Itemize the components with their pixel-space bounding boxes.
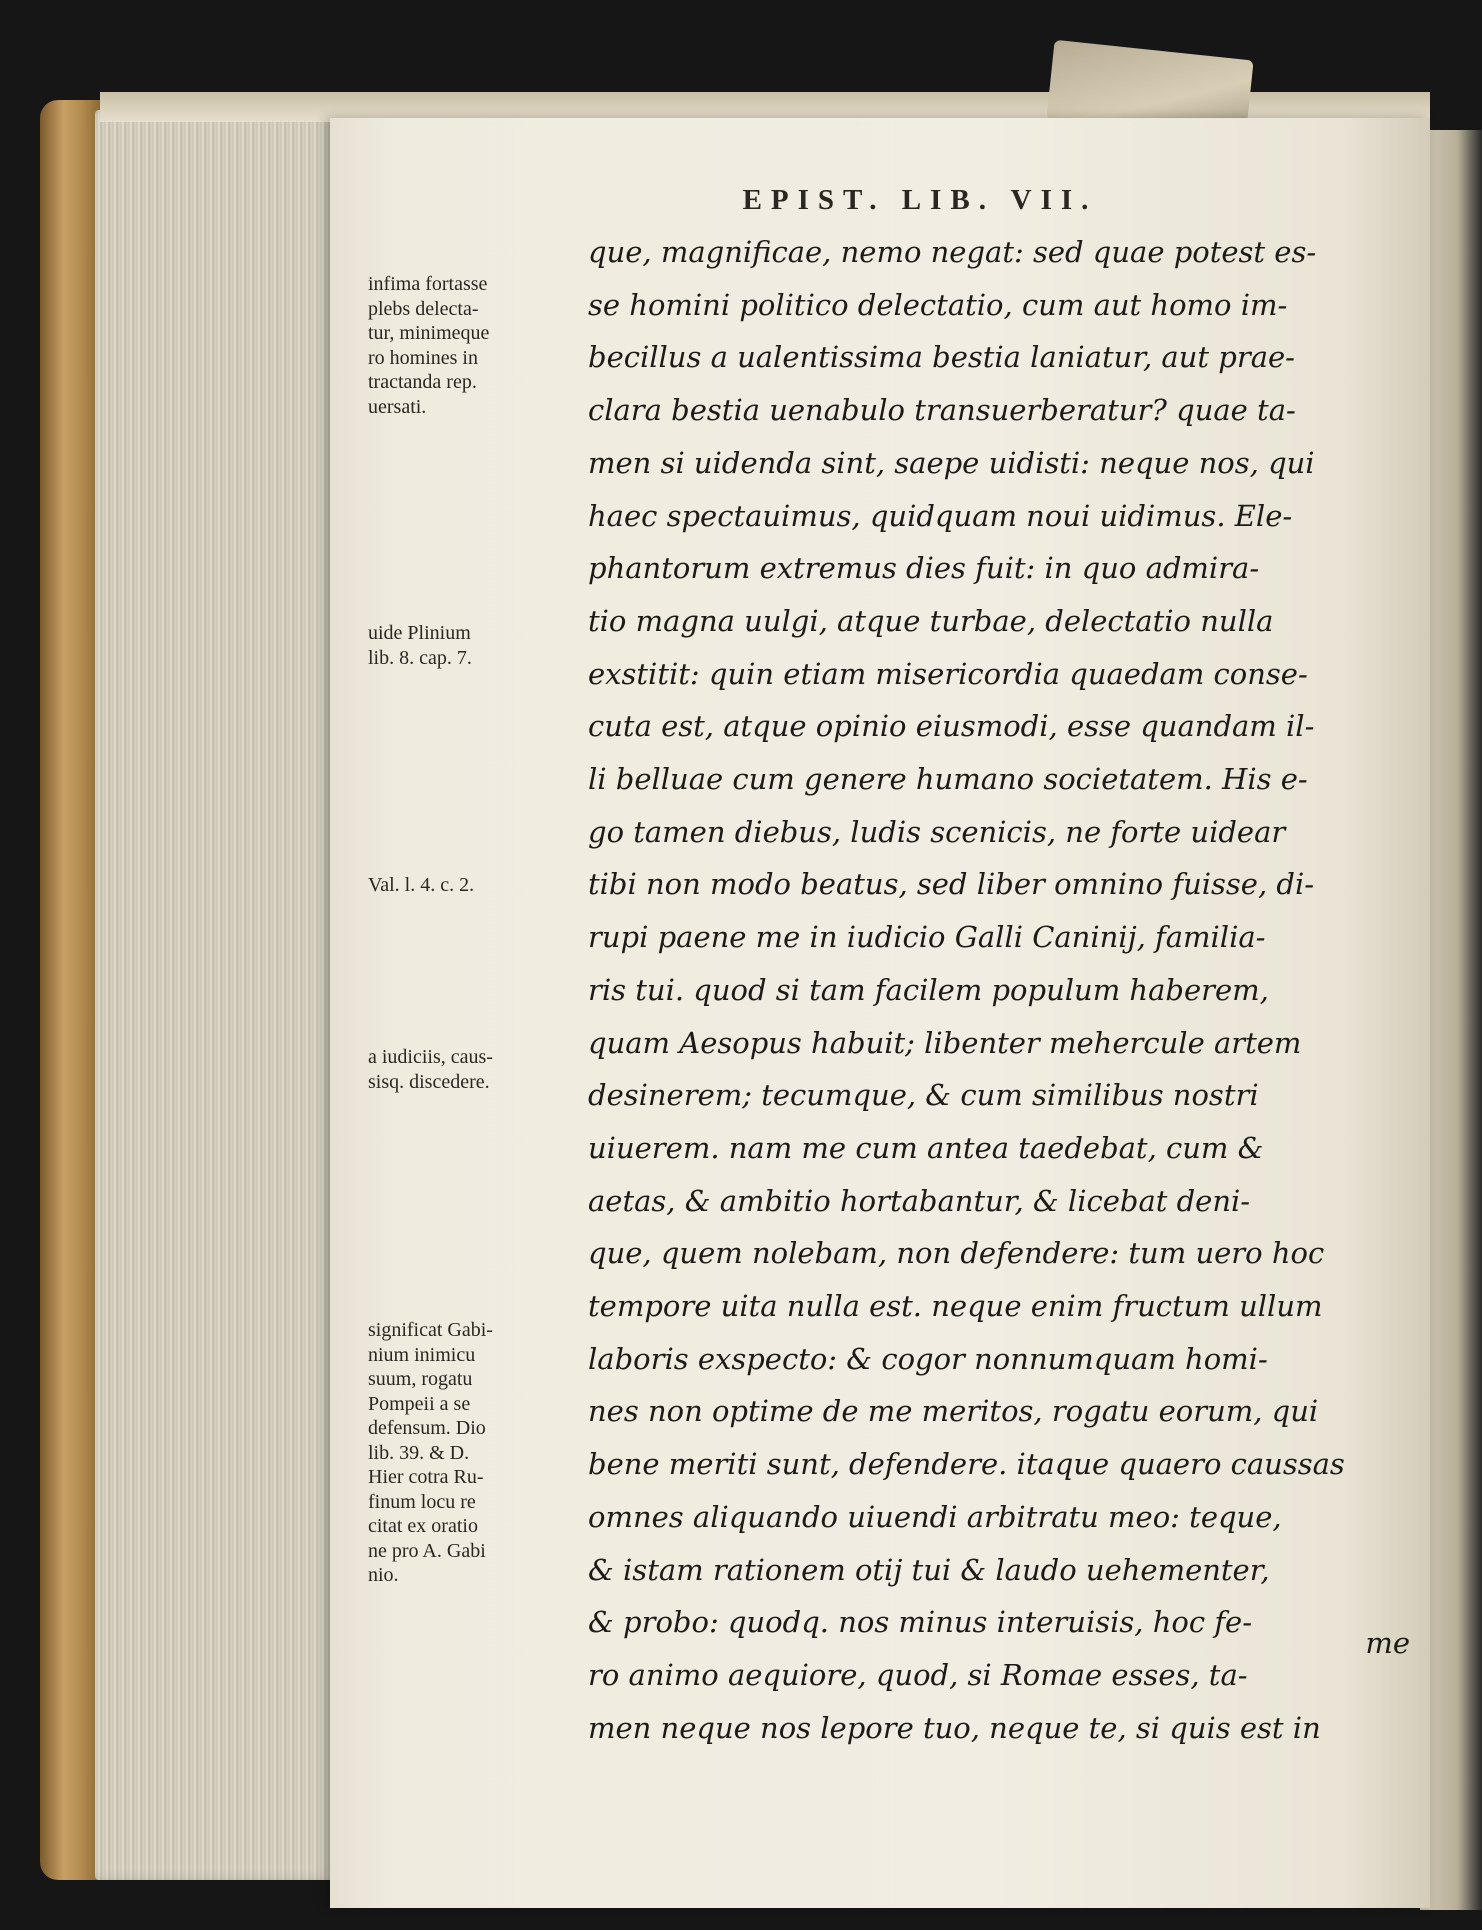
text-line: nes non optime de me meritos, rogatu eorum, qui [588,1394,1319,1429]
marginal-note-line: tur, minimeque [368,322,490,344]
book-cover-edge [40,100,100,1880]
text-line: phantorum extremus dies fuit: in quo admira- [588,551,1260,586]
text-line: ris tui. quod si tam facilem populum haberem, [588,972,1269,1007]
text-line: & probo: quodq. nos minus interuisis, hoc fe- [588,1605,1253,1640]
book-page [330,118,1430,1908]
text-line: exstitit: quin etiam misericordia quaedam conse- [588,656,1308,691]
text-line: tempore uita nulla est. neque enim fructum ullum [588,1289,1323,1324]
text-line: laboris exspecto: & cogor nonnumquam homi- [588,1341,1268,1376]
marginal-note-line: sisq. discedere. [368,1070,490,1093]
marginal-note-line: ro homines in [368,346,478,369]
marginal-note [368,621,558,670]
marginal-note-line: finum locu re [368,1490,476,1513]
text-line: que, magnificae, nemo negat: sed quae potest es- [588,235,1317,269]
marginal-note-line: Pompeii a se [368,1392,471,1415]
main-text-block [588,226,1398,1754]
marginal-note-line: defensum. Dio [368,1417,486,1439]
text-line: li belluae cum genere humano societatem. His e- [588,762,1308,797]
text-line: omnes aliquando uiuendi arbitratu meo: teque, [588,1499,1282,1534]
text-line: aetas, & ambitio hortabantur, & licebat deni- [588,1183,1251,1218]
page-stack-edge [95,110,335,1880]
text-line: se homini politico delectatio, cum aut homo im- [588,287,1288,322]
marginal-note-line: lib. 8. cap. 7. [368,646,472,669]
text-line: uiuerem. nam me cum antea taedebat, cum & [588,1130,1264,1165]
marginal-note-line: plebs delecta- [368,297,479,320]
marginal-note-line: infima fortasse [368,273,488,295]
running-head: EPIST. LIB. VII. [742,184,1098,216]
text-line: & istam rationem otij tui & laudo uehementer, [588,1552,1270,1587]
text-line: bene meriti sunt, defendere. itaque quaero caussas [588,1447,1345,1482]
text-line: men si uidenda sint, saepe uidisti: neque nos, qui [588,445,1315,480]
text-line: desinerem; tecumque, & cum similibus nostri [588,1078,1259,1113]
marginal-note [368,1318,558,1588]
marginal-note-line: ne pro A. Gabi [368,1539,486,1562]
text-line: ro animo aequiore, quod, si Romae esses, ta- [588,1657,1248,1692]
text-line: rupi paene me in iudicio Galli Caninij, familia- [588,920,1266,955]
text-line: tibi non modo beatus, sed liber omnino fuisse, di- [588,867,1315,902]
marginal-note-line: significat Gabi- [368,1319,493,1341]
marginal-note-line: uersati. [368,395,427,418]
text-line: tio magna uulgi, atque turbae, delectatio nulla [588,603,1274,638]
text-line: go tamen diebus, ludis scenicis, ne forte uidear [588,814,1286,849]
marginal-note-line: nio. [368,1564,399,1586]
marginal-note-line: Val. l. 4. c. 2. [368,874,475,896]
catchword: me [1365,1626,1410,1660]
text-line: clara bestia uenabulo transuerberatur? quae ta- [588,393,1296,428]
marginal-note [368,873,558,898]
marginal-note [368,1045,558,1094]
marginal-note-line: uide Plinium [368,622,471,644]
marginal-note-line: Hier cotra Ru- [368,1466,484,1488]
text-line: cuta est, atque opinio eiusmodi, esse quandam il- [588,709,1315,744]
text-line: becillus a ualentissima bestia laniatur, aut prae- [588,340,1295,375]
text-line: haec spectauimus, quidquam noui uidimus. Ele- [588,498,1293,533]
marginal-note-line: citat ex oratio [368,1515,478,1537]
marginal-note-line: suum, rogatu [368,1368,473,1390]
text-line: quam Aesopus habuit; libenter mehercule artem [588,1025,1302,1060]
marginal-note [368,272,558,419]
marginal-note-line: a iudiciis, caus- [368,1046,493,1068]
marginal-note-line: tractanda rep. [368,371,477,393]
marginal-note-line: nium inimicu [368,1343,476,1366]
marginal-note-line: lib. 39. & D. [368,1441,470,1464]
text-line: que, quem nolebam, non defendere: tum uero hoc [588,1236,1325,1271]
text-line: men neque nos lepore tuo, neque te, si quis est in [588,1710,1321,1745]
